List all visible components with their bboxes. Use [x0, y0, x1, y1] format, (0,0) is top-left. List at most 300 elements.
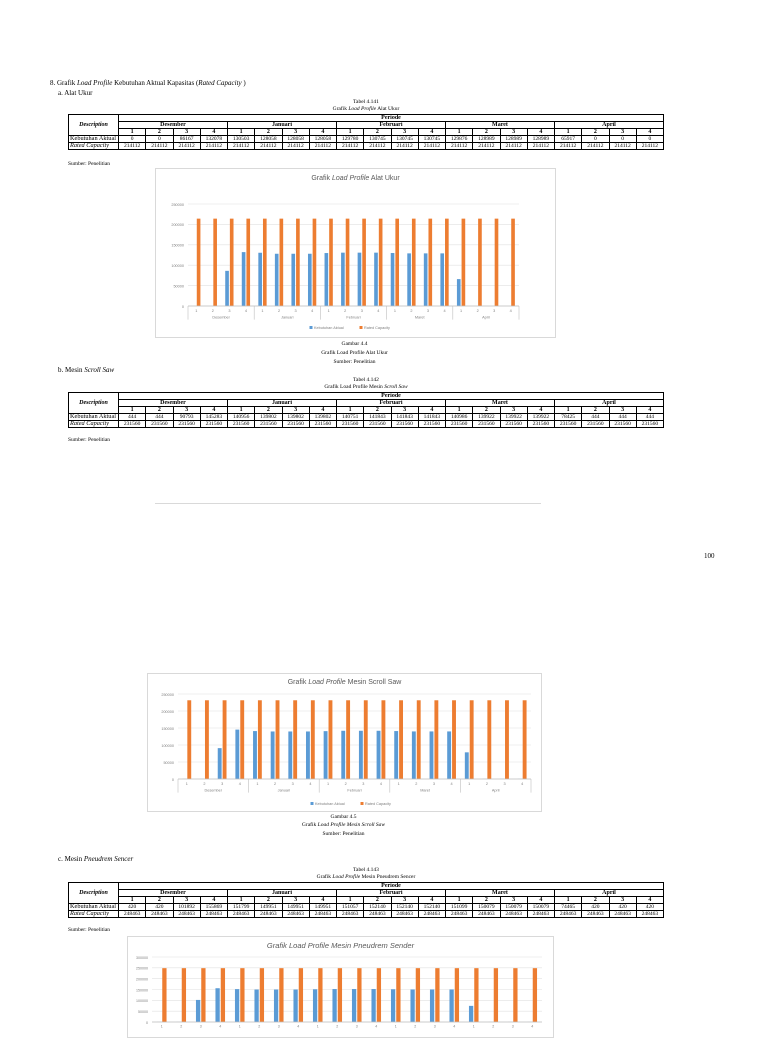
page-number: 100 [704, 552, 715, 561]
week-header: 1 [446, 129, 473, 136]
value-cell: 444 [609, 414, 636, 421]
week-header: 2 [146, 129, 173, 136]
value-cell: 139922 [500, 414, 527, 421]
value-cell: 231560 [337, 421, 364, 428]
value-cell: 90793 [173, 414, 200, 421]
x-tick-label: 1 [460, 309, 462, 313]
value-cell: 151057 [337, 904, 364, 911]
bar-rated-capacity [346, 219, 350, 306]
x-tick-label: 2 [492, 1025, 494, 1029]
y-tick-label: 200000 [136, 977, 148, 981]
bar-rated-capacity [495, 219, 499, 306]
value-cell: 248463 [282, 911, 309, 918]
value-cell: 248463 [582, 911, 609, 918]
subheading-c [58, 855, 133, 864]
week-header: 3 [282, 129, 309, 136]
value-cell: 231560 [446, 421, 473, 428]
bar-kebutuhan-aktual [407, 253, 411, 306]
x-tick-label: 3 [433, 782, 435, 786]
week-header: 2 [473, 407, 500, 414]
month-header: April [555, 890, 664, 897]
bar-rated-capacity [329, 219, 333, 306]
x-tick-label: 1 [473, 1025, 475, 1029]
value-cell: 231560 [255, 421, 282, 428]
value-cell: 248463 [119, 911, 146, 918]
week-header: 3 [500, 407, 527, 414]
week-header: 1 [555, 897, 582, 904]
week-header: 2 [582, 897, 609, 904]
x-tick-label: 4 [311, 309, 313, 313]
value-cell: 130745 [364, 136, 391, 143]
x-tick-label: 3 [362, 782, 364, 786]
value-cell: 65917 [555, 136, 582, 143]
week-header: 4 [636, 897, 663, 904]
x-tick-label: 4 [521, 782, 523, 786]
month-header: April [555, 400, 664, 407]
week-header: 2 [364, 407, 391, 414]
value-cell: 214112 [473, 143, 500, 150]
week-header: 4 [418, 407, 445, 414]
bar-rated-capacity [505, 700, 509, 779]
bar-rated-capacity [417, 700, 421, 779]
month-header: Maret [446, 122, 555, 129]
bar-kebutuhan-aktual [341, 253, 345, 306]
row-label: Rated Capacity [69, 421, 119, 428]
y-tick-label: 250000 [161, 693, 174, 697]
value-cell: 231560 [582, 421, 609, 428]
value-cell: 444 [146, 414, 173, 421]
week-header: 3 [282, 407, 309, 414]
y-tick-label: 50000 [163, 761, 174, 765]
value-cell: 214112 [337, 143, 364, 150]
value-cell: 444 [119, 414, 146, 421]
data-table-pneudrem-sencer [68, 882, 664, 918]
heading-text-2: Kebutuhan Aktual Kapasitas ( [114, 79, 198, 87]
bar-rated-capacity [362, 219, 366, 306]
x-tick-label: 2 [414, 1025, 416, 1029]
value-cell: 248463 [200, 911, 227, 918]
bar-rated-capacity [523, 700, 527, 779]
week-header: 2 [473, 129, 500, 136]
week-header: 2 [364, 129, 391, 136]
value-cell: 420 [146, 904, 173, 911]
section-number: 8. [50, 79, 55, 87]
value-cell: 248463 [255, 911, 282, 918]
x-tick-label: 3 [292, 782, 294, 786]
bar-rated-capacity [246, 219, 250, 306]
value-cell: 248463 [309, 911, 336, 918]
bar-kebutuhan-aktual [308, 254, 312, 306]
week-header: 3 [173, 407, 200, 414]
periode-header: Periode [119, 393, 664, 400]
chart-title-pre: Grafik [311, 175, 330, 182]
value-cell: 0 [146, 136, 173, 143]
x-tick-label: 3 [503, 782, 505, 786]
month-header: Desember [119, 400, 228, 407]
x-tick-label: 2 [258, 1025, 260, 1029]
x-tick-label: 1 [239, 1025, 241, 1029]
legend-swatch [311, 802, 314, 805]
bar-kebutuhan-aktual [469, 1006, 473, 1022]
week-header: 1 [446, 897, 473, 904]
value-cell: 151799 [228, 904, 255, 911]
bar-rated-capacity [230, 219, 234, 306]
bar-kebutuhan-aktual [218, 748, 222, 779]
y-tick-label: 0 [182, 305, 184, 309]
chart-alat-ukur [155, 168, 556, 338]
week-header: 3 [500, 897, 527, 904]
week-header: 4 [200, 897, 227, 904]
value-cell: 214112 [500, 143, 527, 150]
bar-kebutuhan-aktual [377, 731, 381, 779]
value-cell: 155869 [200, 904, 227, 911]
value-cell: 214112 [255, 143, 282, 150]
bar-rated-capacity [478, 219, 482, 306]
value-cell: 231560 [636, 421, 663, 428]
bar-rated-capacity [205, 700, 209, 779]
chart-title-pre: Grafik [288, 679, 307, 686]
value-cell: 140986 [446, 414, 473, 421]
value-cell: 0 [636, 136, 663, 143]
bar-rated-capacity [487, 700, 491, 779]
value-cell: 231560 [173, 421, 200, 428]
y-tick-label: 0 [172, 778, 174, 782]
bar-rated-capacity [162, 968, 166, 1022]
x-tick-label: 1 [327, 782, 329, 786]
x-tick-label: 4 [245, 309, 247, 313]
x-tick-label: 2 [274, 782, 276, 786]
value-cell: 248463 [391, 911, 418, 918]
value-cell: 444 [636, 414, 663, 421]
x-tick-label: 3 [361, 309, 363, 313]
value-cell: 231560 [200, 421, 227, 428]
y-tick-label: 100000 [161, 744, 174, 748]
bar-kebutuhan-aktual [225, 271, 229, 306]
week-header: 4 [527, 407, 554, 414]
row-label: Rated Capacity [69, 911, 119, 918]
bar-kebutuhan-aktual [449, 989, 453, 1022]
bar-kebutuhan-aktual [394, 731, 398, 779]
x-tick-label: 1 [317, 1025, 319, 1029]
bar-kebutuhan-aktual [288, 731, 292, 779]
chart-title-post: Alat Ukur [371, 175, 400, 182]
group-label: Januari [281, 316, 294, 320]
bar-kebutuhan-aktual [274, 990, 278, 1022]
week-header: 2 [473, 897, 500, 904]
week-header: 3 [282, 897, 309, 904]
bar-rated-capacity [318, 968, 322, 1022]
chart-canvas [128, 937, 553, 1037]
value-cell: 140956 [228, 414, 255, 421]
row-label: Kebutuhan Aktual [69, 136, 119, 143]
group-label: Januari [278, 789, 291, 793]
chart-canvas [156, 169, 555, 337]
week-header: 4 [418, 897, 445, 904]
bar-rated-capacity [445, 219, 449, 306]
value-cell: 139802 [282, 414, 309, 421]
value-cell: 248463 [337, 911, 364, 918]
value-cell: 248463 [146, 911, 173, 918]
chart-scroll-saw [147, 673, 542, 812]
x-tick-label: 2 [180, 1025, 182, 1029]
bar-rated-capacity [377, 968, 381, 1022]
value-cell: 149951 [309, 904, 336, 911]
x-tick-label: 4 [377, 309, 379, 313]
month-header: Maret [446, 890, 555, 897]
bar-kebutuhan-aktual [457, 279, 461, 306]
caption-pre: Grafik [302, 822, 316, 828]
group-label: Maret [415, 316, 426, 320]
value-cell: 128989 [473, 136, 500, 143]
week-header: 2 [582, 407, 609, 414]
bar-kebutuhan-aktual [391, 989, 395, 1022]
bar-kebutuhan-aktual [325, 253, 329, 306]
bar-rated-capacity [258, 700, 262, 779]
caption-pre: Grafik [333, 106, 347, 112]
bar-rated-capacity [396, 968, 400, 1022]
value-cell: 231560 [119, 421, 146, 428]
bar-kebutuhan-aktual [352, 989, 356, 1022]
value-cell: 420 [582, 904, 609, 911]
week-header: 1 [228, 407, 255, 414]
value-cell: 128058 [255, 136, 282, 143]
bar-kebutuhan-aktual [291, 254, 295, 306]
week-header: 1 [228, 129, 255, 136]
value-cell: 129780 [337, 136, 364, 143]
week-header: 2 [146, 897, 173, 904]
value-cell: 248463 [527, 911, 554, 918]
y-tick-label: 50000 [138, 1010, 148, 1014]
legend-swatch [310, 326, 313, 329]
bar-kebutuhan-aktual [440, 253, 444, 306]
value-cell: 248463 [555, 911, 582, 918]
bar-kebutuhan-aktual [275, 254, 279, 306]
section-heading [50, 79, 246, 88]
value-cell: 141843 [391, 414, 418, 421]
value-cell: 231560 [609, 421, 636, 428]
bar-kebutuhan-aktual [410, 989, 414, 1022]
value-cell: 150079 [473, 904, 500, 911]
bar-rated-capacity [511, 219, 515, 306]
x-tick-label: 1 [395, 1025, 397, 1029]
table-3-source: Sumber: Penelitian [68, 927, 110, 934]
bar-rated-capacity [338, 968, 342, 1022]
value-cell: 248463 [473, 911, 500, 918]
value-cell: 248463 [228, 911, 255, 918]
bar-rated-capacity [455, 968, 459, 1022]
month-header: Maret [446, 400, 555, 407]
caption-post: Mesin Pneudrem Sencer [362, 874, 416, 880]
value-cell: 139802 [309, 414, 336, 421]
week-header: 4 [309, 407, 336, 414]
description-header: Description [69, 115, 119, 136]
table-1-source: Sumber: Penelitian [68, 161, 110, 168]
bar-rated-capacity [240, 968, 244, 1022]
x-tick-label: 3 [434, 1025, 436, 1029]
value-cell: 130745 [418, 136, 445, 143]
y-tick-label: 150000 [171, 244, 184, 248]
bar-kebutuhan-aktual [215, 988, 219, 1022]
week-header: 1 [337, 129, 364, 136]
table-3-title [68, 874, 664, 881]
table-1-title [68, 106, 664, 113]
value-cell: 214112 [527, 143, 554, 150]
bar-rated-capacity [280, 219, 284, 306]
y-tick-label: 200000 [161, 710, 174, 714]
legend-swatch [361, 802, 364, 805]
value-cell: 248463 [364, 911, 391, 918]
value-cell: 444 [582, 414, 609, 421]
subheading-b [58, 366, 114, 375]
value-cell: 101892 [173, 904, 200, 911]
y-tick-label: 150000 [161, 727, 174, 731]
table-3-caption: Tabel 4.143 [68, 867, 664, 874]
caption-italic: Load Profile [348, 106, 376, 112]
bar-kebutuhan-aktual [358, 253, 362, 306]
subheading-a: a. Alat Ukur [58, 89, 92, 98]
value-cell: 214112 [636, 143, 663, 150]
bar-rated-capacity [399, 700, 403, 779]
value-cell: 139922 [473, 414, 500, 421]
group-label: Februari [346, 316, 360, 320]
bar-kebutuhan-aktual [306, 731, 310, 779]
value-cell: 128989 [527, 136, 554, 143]
value-cell: 231560 [146, 421, 173, 428]
caption-italic: Load Profile [332, 874, 360, 880]
bar-rated-capacity [434, 700, 438, 779]
week-header: 4 [527, 897, 554, 904]
description-header: Description [69, 883, 119, 904]
y-tick-label: 0 [146, 1021, 148, 1025]
y-tick-label: 250000 [136, 967, 148, 971]
group-label: April [482, 316, 490, 320]
week-header: 3 [609, 129, 636, 136]
caption-post: Alat Ukur [377, 106, 399, 112]
x-tick-label: 4 [453, 1025, 455, 1029]
x-tick-label: 1 [468, 782, 470, 786]
bar-kebutuhan-aktual [242, 252, 246, 306]
y-tick-label: 50000 [173, 284, 184, 288]
data-table-alat-ukur [68, 114, 664, 150]
bar-kebutuhan-aktual [235, 989, 239, 1022]
week-header: 4 [636, 129, 663, 136]
x-tick-label: 3 [278, 1025, 280, 1029]
description-header: Description [69, 393, 119, 414]
value-cell: 248463 [418, 911, 445, 918]
bar-rated-capacity [260, 968, 264, 1022]
value-cell: 0 [582, 136, 609, 143]
y-tick-label: 100000 [136, 999, 148, 1003]
week-header: 2 [255, 897, 282, 904]
bar-rated-capacity [428, 219, 432, 306]
value-cell: 141843 [364, 414, 391, 421]
x-tick-label: 1 [161, 1025, 163, 1029]
bar-kebutuhan-aktual [235, 730, 239, 779]
week-header: 4 [200, 407, 227, 414]
value-cell: 128058 [309, 136, 336, 143]
bar-rated-capacity [533, 968, 537, 1022]
x-tick-label: 4 [239, 782, 241, 786]
week-header: 1 [337, 897, 364, 904]
value-cell: 420 [119, 904, 146, 911]
week-header: 1 [119, 407, 146, 414]
bar-rated-capacity [263, 219, 267, 306]
week-header: 3 [173, 897, 200, 904]
bar-rated-capacity [311, 700, 315, 779]
week-header: 4 [200, 129, 227, 136]
week-header: 1 [555, 129, 582, 136]
value-cell: 0 [609, 136, 636, 143]
bar-rated-capacity [276, 700, 280, 779]
value-cell: 231560 [418, 421, 445, 428]
bar-kebutuhan-aktual [332, 989, 336, 1022]
value-cell: 214112 [228, 143, 255, 150]
y-tick-label: 200000 [171, 223, 184, 227]
value-cell: 214112 [582, 143, 609, 150]
month-header: Februari [337, 400, 446, 407]
bar-kebutuhan-aktual [324, 731, 328, 779]
bar-kebutuhan-aktual [465, 752, 469, 779]
bar-rated-capacity [357, 968, 361, 1022]
month-header: Desember [119, 122, 228, 129]
x-tick-label: 4 [451, 782, 453, 786]
value-cell: 140751 [337, 414, 364, 421]
value-cell: 141843 [418, 414, 445, 421]
bar-kebutuhan-aktual [254, 990, 258, 1022]
figure-2-caption [147, 822, 540, 829]
page-divider [155, 503, 541, 504]
group-label: Desember [212, 316, 230, 320]
value-cell: 74465 [555, 904, 582, 911]
x-tick-label: 1 [261, 309, 263, 313]
table-2-source: Sumber: Penelitian [68, 437, 110, 444]
x-tick-label: 3 [356, 1025, 358, 1029]
value-cell: 214112 [364, 143, 391, 150]
value-cell: 214112 [555, 143, 582, 150]
x-tick-label: 4 [309, 782, 311, 786]
week-header: 1 [446, 407, 473, 414]
value-cell: 151099 [446, 904, 473, 911]
x-tick-label: 2 [336, 1025, 338, 1029]
row-label: Rated Capacity [69, 143, 119, 150]
week-header: 4 [309, 129, 336, 136]
x-tick-label: 2 [345, 782, 347, 786]
bar-rated-capacity [346, 700, 350, 779]
week-header: 2 [146, 407, 173, 414]
chart-pneudrem-sender [127, 936, 554, 1038]
value-cell: 231560 [473, 421, 500, 428]
bar-kebutuhan-aktual [359, 731, 363, 779]
value-cell: 231560 [282, 421, 309, 428]
x-tick-label: 3 [295, 309, 297, 313]
legend-label: Kebutuhan Aktual [315, 802, 345, 806]
x-tick-label: 1 [394, 309, 396, 313]
y-tick-label: 100000 [171, 264, 184, 268]
value-cell: 152140 [364, 904, 391, 911]
week-header: 3 [391, 407, 418, 414]
bar-kebutuhan-aktual [341, 731, 345, 779]
week-header: 3 [500, 129, 527, 136]
bar-rated-capacity [293, 700, 297, 779]
row-label: Kebutuhan Aktual [69, 904, 119, 911]
chart-canvas [148, 674, 541, 811]
value-cell: 231560 [309, 421, 336, 428]
figure-2-source: Sumber: Penelitian [147, 831, 540, 838]
x-tick-label: 3 [493, 309, 495, 313]
x-tick-label: 4 [443, 309, 445, 313]
bar-kebutuhan-aktual [374, 253, 378, 306]
bar-rated-capacity [313, 219, 317, 306]
